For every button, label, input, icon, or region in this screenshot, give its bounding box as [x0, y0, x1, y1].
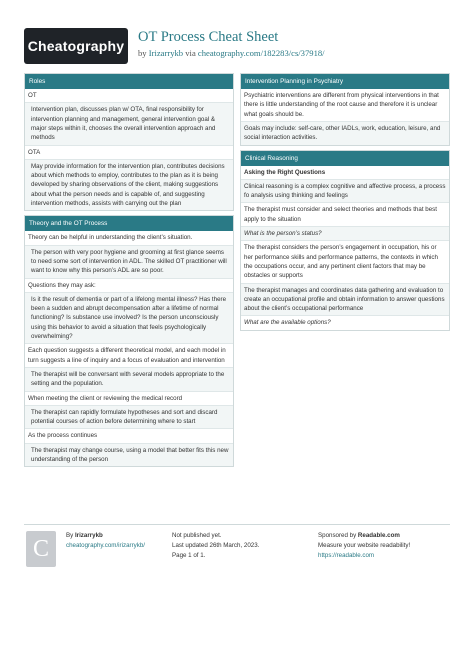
section-heading: Intervention Planning in Psychiatry: [241, 74, 449, 89]
footer-author: [66, 531, 145, 551]
section-theory: [24, 215, 234, 467]
row-text: The therapist will be conversant with several models appropriate to the setting and the population.: [25, 367, 233, 391]
byline-via: via: [183, 48, 198, 58]
footer-by-label: By: [66, 532, 75, 539]
footer-author-line: [66, 531, 145, 541]
row-question: What is the person’s status?: [241, 226, 449, 240]
row-text: The therapist considers the person’s engagement in occupation, his or her performance skills and performance patterns, the contexts in which the occupations occur, and any pertinent client factors that may be obstacles or supports: [241, 240, 449, 282]
section-heading: Theory and the OT Process: [25, 216, 233, 231]
row-text: The therapist can rapidly formulate hypotheses and sort and discard potential courses of action before determining where to start: [25, 405, 233, 429]
section-heading: Roles: [25, 74, 233, 89]
last-updated: Last updated 26th March, 2023.: [172, 541, 260, 549]
row-text: The person with very poor hygiene and grooming at first glance seems to need some sort of intervention in ADL. The skilled OT practitioner will want to know why this person’s ADL are so poor.: [25, 245, 233, 278]
right-column: [240, 73, 450, 335]
footer-sponsor: [318, 531, 410, 561]
row-text: The therapist may change course, using a model that better fits this new understanding of the person: [25, 443, 233, 467]
footer-author-name[interactable]: Irizarrykb: [74, 532, 103, 539]
page-title: OT Process Cheat Sheet: [138, 29, 279, 45]
row-text: As the process continues: [25, 428, 233, 442]
footer-author-url[interactable]: cheatography.com/irizarrykb/: [66, 541, 145, 549]
published-status: Not published yet.: [172, 532, 222, 539]
footer-status: [172, 531, 259, 561]
row-text: The therapist manages and coordinates data gathering and evaluation to create an occupational profile and obtain information to answer questions about the client’s occupational performance: [241, 283, 449, 316]
page-count: Page 1 of 1.: [172, 551, 206, 559]
row-text: When meeting the client or reviewing the medical record: [25, 391, 233, 405]
page-footer: [24, 524, 450, 580]
section-roles: [24, 73, 234, 211]
sponsor-line: [318, 531, 410, 541]
section-clinical-reasoning: [240, 150, 450, 331]
row-text: Intervention plan, discusses plan w/ OTA, final responsibility for intervention planning and management, general intervention goal & major steps within it, chooses the overall intervention approach and methods: [25, 102, 233, 144]
row-text: Each question suggests a different theoretical model, and each model in turn suggests a line of inquiry and a focus of evaluation and intervention: [25, 343, 233, 367]
row-question: What are the available options?: [241, 315, 449, 329]
row-text: Theory can be helpful in understanding the client’s situation.: [28, 234, 193, 242]
sheet-url-link[interactable]: cheatography.com/182283/cs/37918/: [197, 48, 325, 58]
sponsor-name[interactable]: Readable.com: [357, 532, 400, 539]
sponsor-prefix: Sponsored by: [318, 532, 358, 539]
sponsor-url[interactable]: https://readable.com: [318, 551, 375, 559]
section-heading: Clinical Reasoning: [241, 151, 449, 166]
page-header: [24, 28, 450, 68]
row-text: May provide information for the intervention plan, contributes decisions about which methods to employ, contributes to the plan as it is being developed by sharing observations of the client, making suggestions about what the person needs and is capable of, and suggesting intervention methods, assists with carrying out the plan: [25, 159, 233, 210]
row-text: Is it the result of dementia or part of a lifelong mental illness? Has there been a sudden and abrupt decompensation after a lifetime of normal functioning? Is substance use involved? Is the person unconsciously using this behavior to avoid a situation that feels psychologically overwhelming?: [25, 292, 233, 343]
row-text: The therapist must consider and select theories and methods that best apply to the situation: [241, 202, 449, 226]
row-text: Goals may include: self-care, other IADLs, work, education, leisure, and social interaction activities.: [241, 121, 449, 145]
row-label: OT: [28, 92, 37, 100]
sponsor-tagline: Measure your website readability!: [318, 541, 411, 549]
left-column: [24, 73, 234, 471]
row-subheading: Asking the Right Questions: [244, 168, 326, 176]
row-text: Psychiatric interventions are different from physical interventions in that there is little understanding of the root cause and therefore it is unclear what goals should be.: [244, 92, 439, 118]
cheatography-logo[interactable]: Cheatography: [24, 28, 128, 64]
byline-prefix: by: [138, 48, 149, 58]
section-psychiatry: [240, 73, 450, 146]
avatar[interactable]: C: [26, 531, 56, 567]
byline: [138, 48, 325, 58]
author-link[interactable]: Irizarrykb: [148, 48, 184, 58]
row-text: Clinical reasoning is a complex cognitive and affective process, a process fo analysis using thinking and feelings: [241, 179, 449, 203]
row-text: Questions they may ask:: [25, 278, 233, 292]
row-label: OTA: [25, 145, 233, 159]
